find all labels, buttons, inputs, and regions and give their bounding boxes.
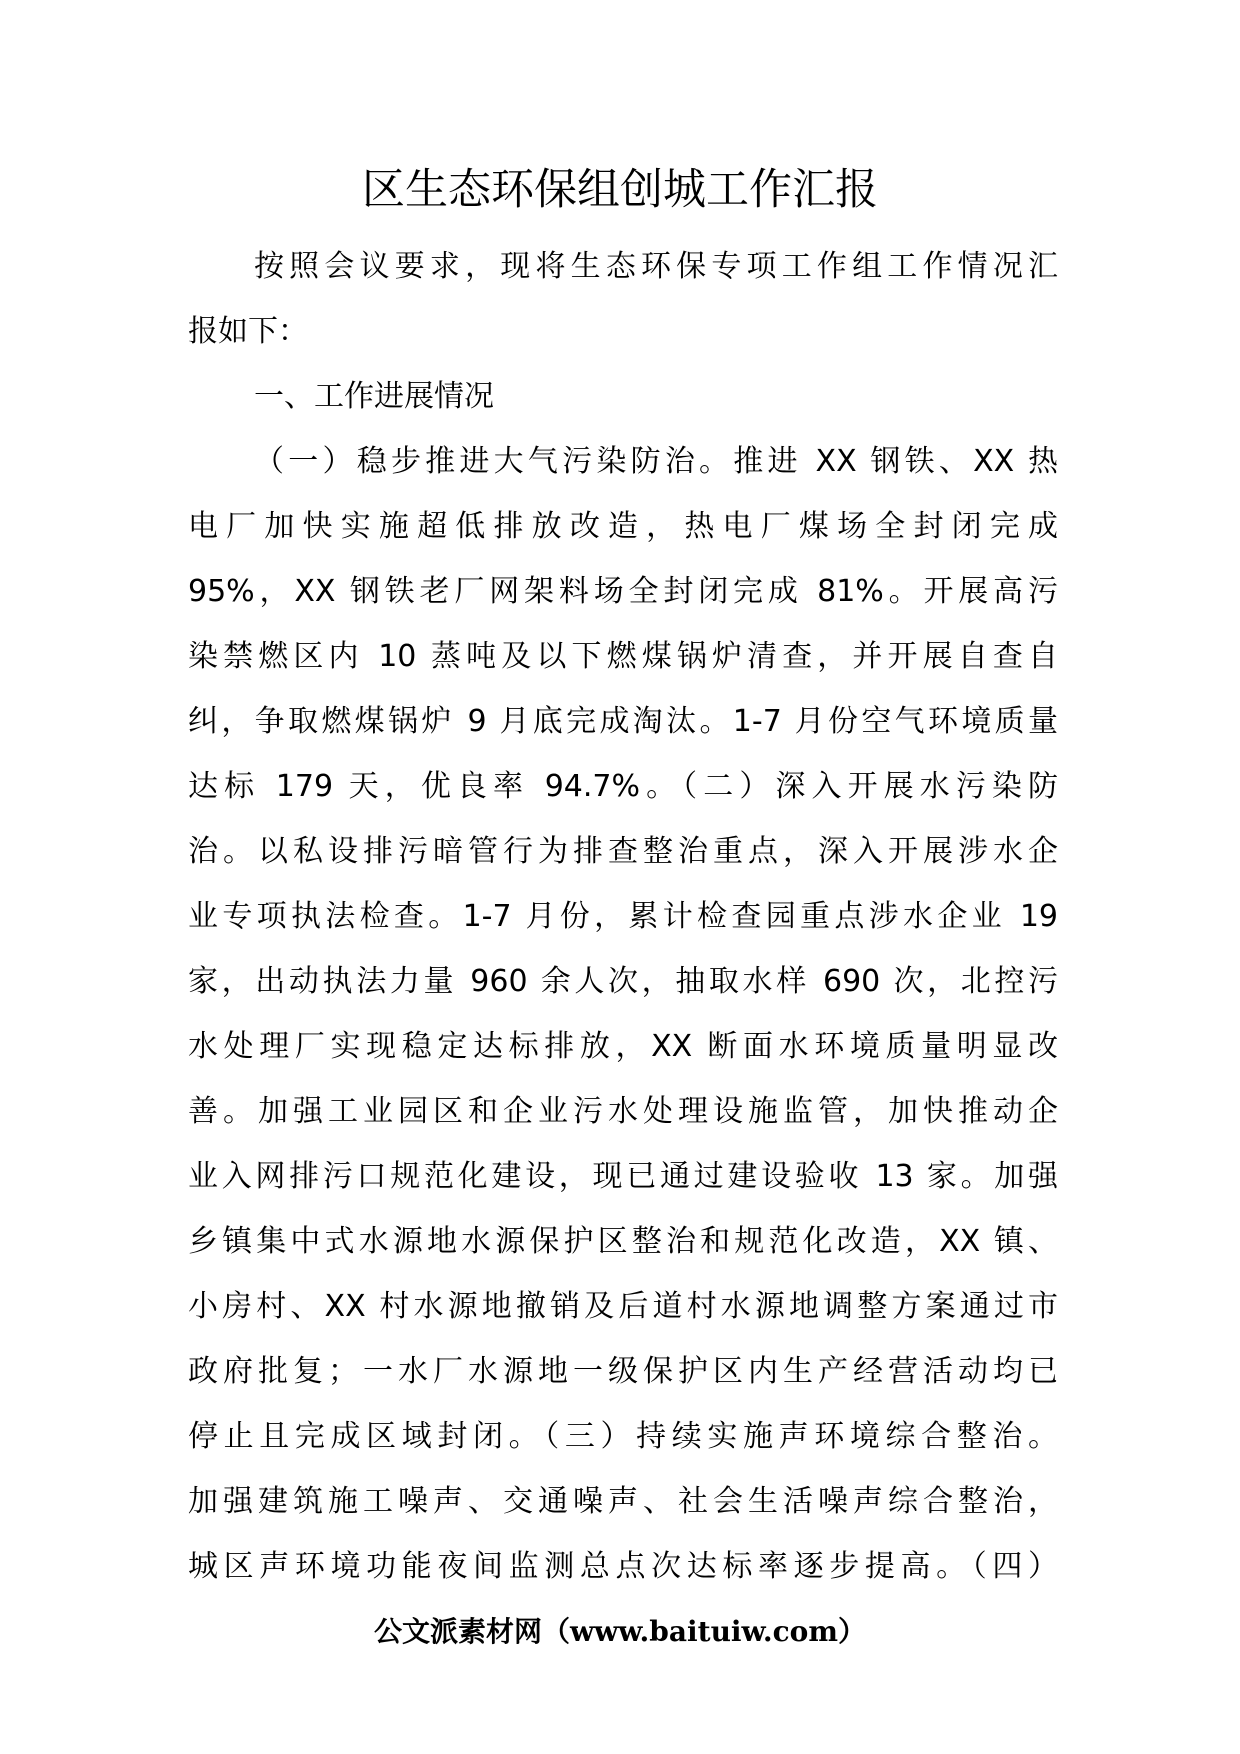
paragraph-line: 家，出动执法力量 960 余人次，抽取水样 690 次，北控污 (188, 964, 1058, 999)
paragraph-line: （一）稳步推进大气污染防治。推进 XX 钢铁、XX 热 (254, 444, 1058, 479)
paragraph-line: 业入网排污口规范化建设，现已通过建设验收 13 家。加强 (188, 1159, 1058, 1194)
document-title: 区生态环保组创城工作汇报 (362, 165, 878, 215)
paragraph-line: 水处理厂实现稳定达标排放，XX 断面水环境质量明显改 (188, 1029, 1058, 1064)
document-body (188, 234, 1058, 1599)
paragraph-line: 纠，争取燃煤锅炉 9 月底完成淘汰。1-7 月份空气环境质量 (188, 704, 1058, 739)
paragraph-line: 善。加强工业园区和企业污水处理设施监管，加快推动企 (188, 1094, 1058, 1129)
paragraph-line: 小房村、XX 村水源地撤销及后道村水源地调整方案通过市 (188, 1289, 1058, 1324)
section-heading: 一、工作进展情况 (254, 379, 494, 414)
paragraph-line: 加强建筑施工噪声、交通噪声、社会生活噪声综合整治， (188, 1484, 1058, 1519)
paragraph-line: 电厂加快实施超低排放改造，热电厂煤场全封闭完成 (188, 509, 1058, 544)
paragraph-line: 业专项执法检查。1-7 月份，累计检查园重点涉水企业 19 (188, 899, 1058, 934)
paragraph-line: 达标 179 天，优良率 94.7%。（二）深入开展水污染防 (188, 769, 1058, 804)
paragraph-line: 乡镇集中式水源地水源保护区整治和规范化改造，XX 镇、 (188, 1224, 1058, 1259)
footer-watermark: 公文派素材网（www.baituiw.com） (374, 1615, 866, 1648)
paragraph-line: 95%，XX 钢铁老厂网架料场全封闭完成 81%。开展高污 (188, 574, 1058, 609)
paragraph-line: 按照会议要求，现将生态环保专项工作组工作情况汇 (254, 249, 1058, 284)
paragraph-line: 治。以私设排污暗管行为排查整治重点，深入开展涉水企 (188, 834, 1058, 869)
paragraph-line: 报如下： (188, 314, 308, 349)
paragraph-line: 染禁燃区内 10 蒸吨及以下燃煤锅炉清查，并开展自查自 (188, 639, 1058, 674)
paragraph-line: 停止且完成区域封闭。（三）持续实施声环境综合整治。 (188, 1419, 1058, 1454)
paragraph-line: 政府批复；一水厂水源地一级保护区内生产经营活动均已 (188, 1354, 1058, 1389)
paragraph-line: 城区声环境功能夜间监测总点次达标率逐步提高。（四） (188, 1549, 1058, 1584)
